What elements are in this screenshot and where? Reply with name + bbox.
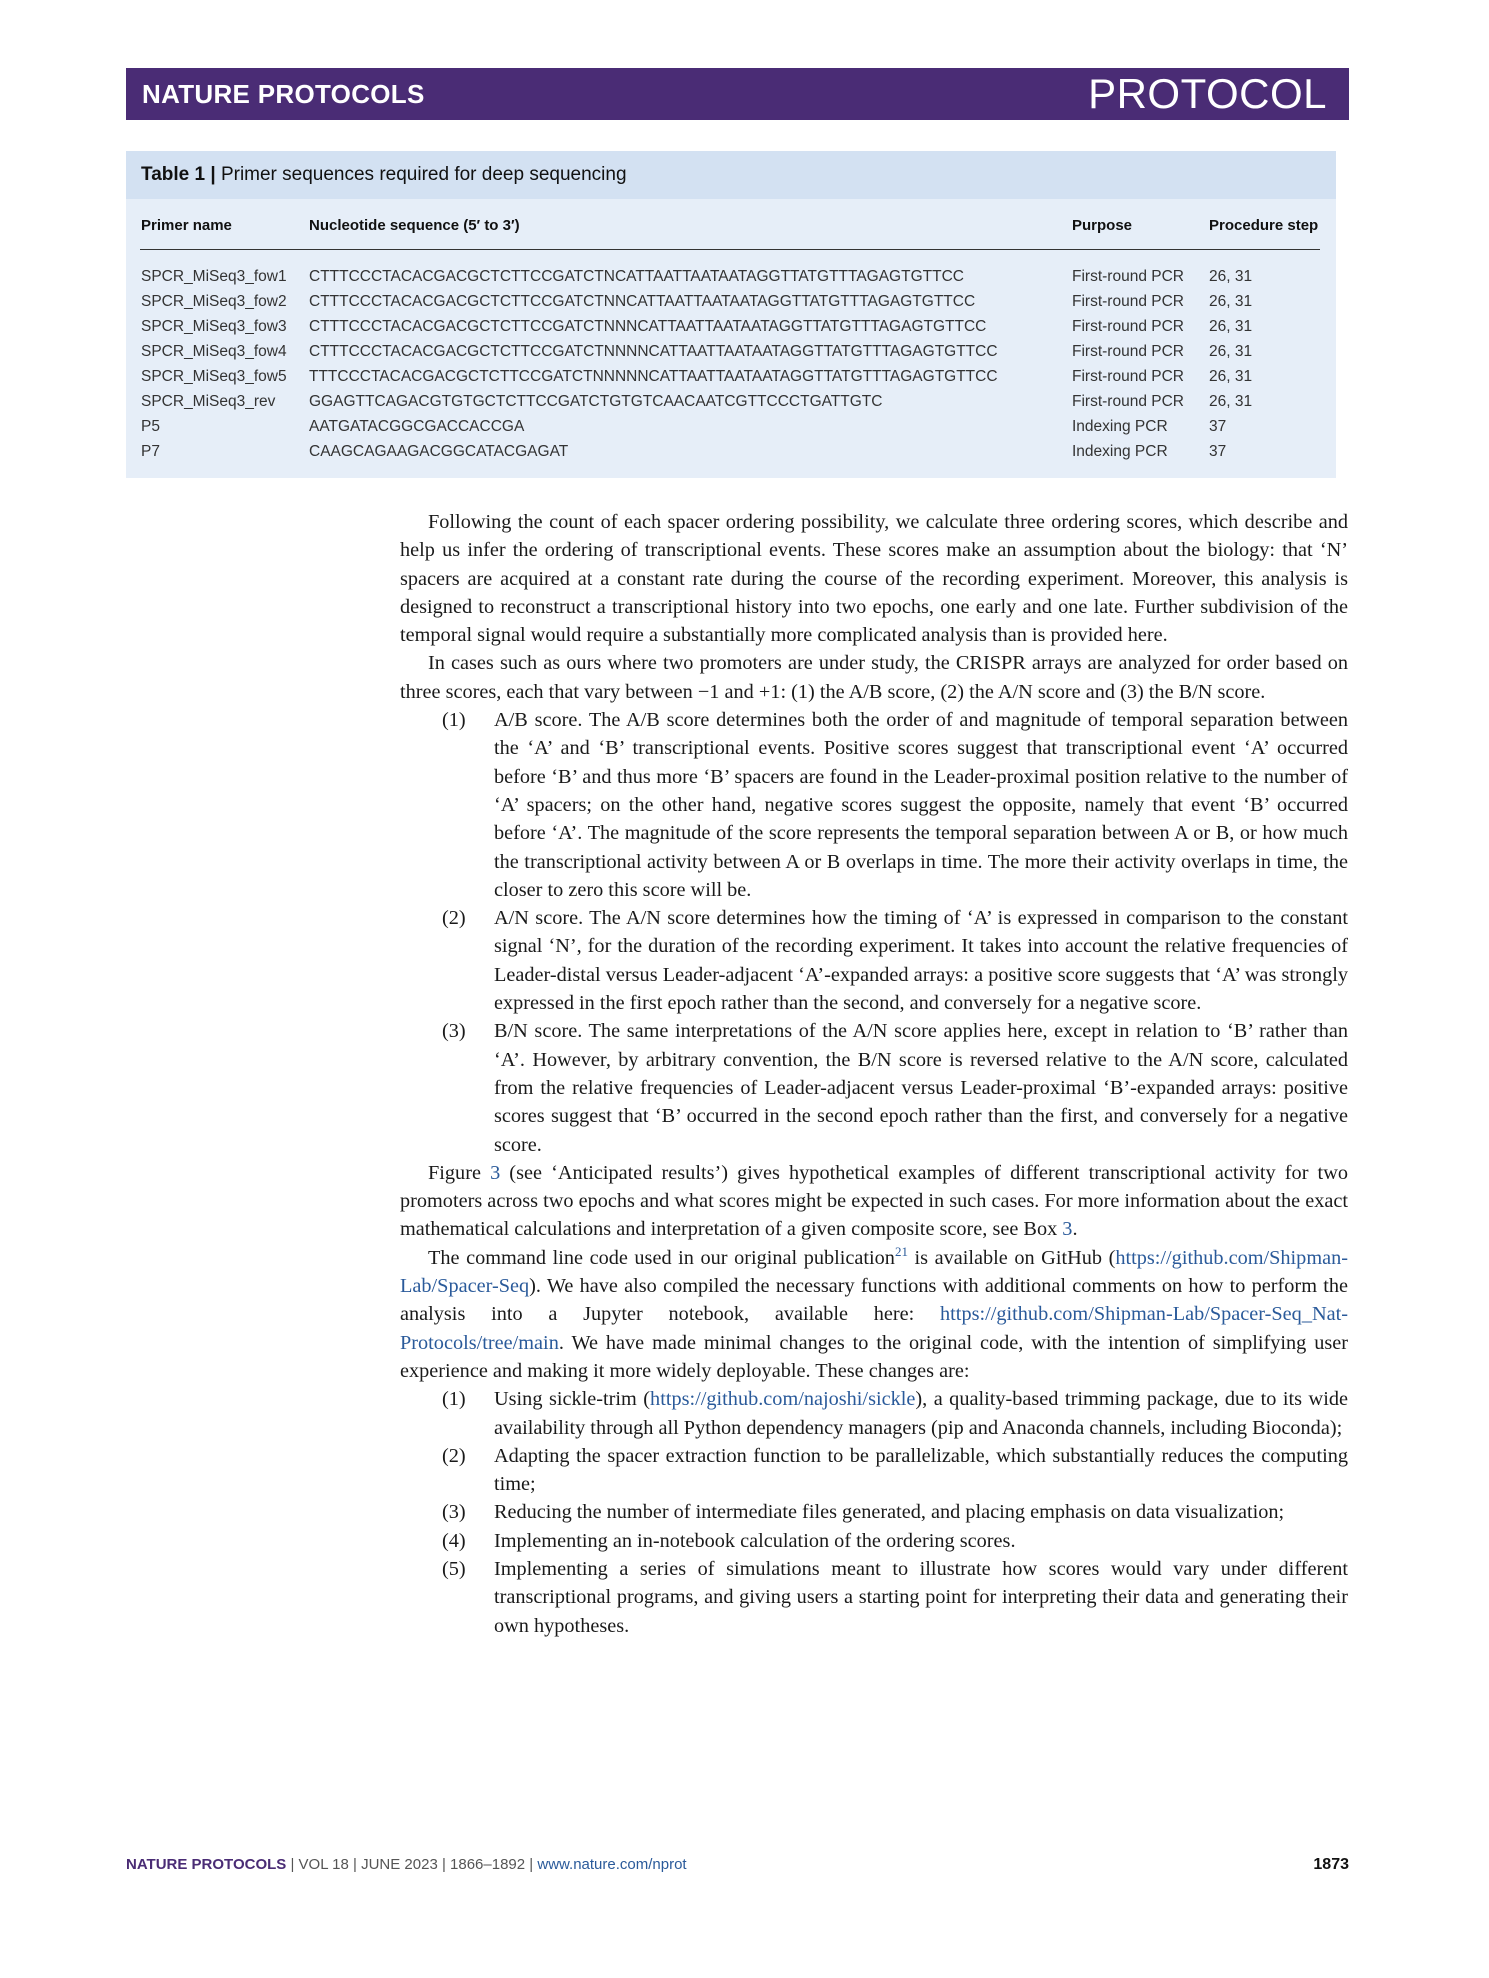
github-spacer-seq-link[interactable]: https://github.com/Shipman-Lab/Spacer-Seq: [400, 1246, 1348, 1298]
list-item-change-4: (4) Implementing an in-notebook calculation of the ordering scores.: [442, 1529, 1016, 1552]
paragraph-ordering-scores: Following the count of each spacer ordering possibility, we calculate three ordering scores, which describe and help us infer the ordering of transcriptional events. These scores make an assumption about the biology: that ‘N’ spacers are acquired at a constant rate during the course of the recording experiment. Moreover, this analysis is designed to reconstruct a transcriptional history into two epochs, one early and one late. Further subdivision of the temporal signal would require a substantially more complicated analysis than is provided here.: [400, 511, 1348, 647]
table-row: [126, 268, 1336, 292]
primer-purpose: First-round PCR: [1072, 293, 1184, 310]
primer-name: SPCR_MiSeq3_fow2: [141, 293, 287, 310]
primer-sequence: AATGATACGGCGACCACCGA: [309, 418, 525, 435]
list-item-ab-score: (1) A/B score. The A/B score determines both the order of and magnitude of temporal separation between the ‘A’ and ‘B’ transcriptional events. Positive scores suggest that transcriptional event ‘A’ occurred before ‘B’ and thus more ‘B’ spacers are found in the Leader-proximal position relative to the number of ‘A’ spacers; on the other hand, negative scores suggest the opposite, namely that event ‘B’ occurred before ‘A’. The magnitude of the score represents the temporal separation between A or B, or how much the transcriptional activity between A or B overlaps in time. The more their activity overlaps in time, the closer to zero this score will be.: [442, 709, 1348, 901]
primer-sequence: TTTCCCTACACGACGCTCTTCCGATCTNNNNNCATTAATTAATAATAGGTTATGTTTAGAGTGTTCC: [309, 368, 998, 385]
table-header-rule: [140, 249, 1320, 250]
primer-step: 26, 31: [1209, 368, 1253, 385]
primer-name: SPCR_MiSeq3_fow3: [141, 318, 287, 335]
box-3-link[interactable]: 3: [1062, 1218, 1073, 1241]
list-item-change-3: (3) Reducing the number of intermediate files generated, and placing emphasis on data visualization;: [442, 1501, 1285, 1524]
sickle-link[interactable]: https://github.com/najoshi/sickle: [650, 1388, 916, 1411]
primer-sequence: CTTTCCCTACACGACGCTCTTCCGATCTNCATTAATTAATAATAGGTTATGTTTAGAGTGTTCC: [309, 268, 964, 285]
page-number: 1873: [1313, 1856, 1349, 1873]
list-item-bn-score: (3) B/N score. The same interpretations of the A/N score applies here, except in relation to ‘B’ rather than ‘A’. However, by arbitrary convention, the B/N score is reversed relative to the A/N score, calculated from the relative frequencies of Leader-adjacent versus Leader-proximal ‘B’-expanded arrays: positive scores suggest that ‘B’ occurred in the second epoch rather than the first, and conversely for a negative score.: [442, 1020, 1348, 1156]
journal-url-link[interactable]: www.nature.com/nprot: [537, 1856, 687, 1873]
primer-name: P5: [141, 418, 160, 435]
primer-sequence: CTTTCCCTACACGACGCTCTTCCGATCTNNNCATTAATTAATAATAGGTTATGTTTAGAGTGTTCC: [309, 318, 987, 335]
reference-21-link[interactable]: 21: [894, 1243, 908, 1259]
primer-name: P7: [141, 443, 160, 460]
primer-purpose: First-round PCR: [1072, 268, 1184, 285]
primer-purpose: First-round PCR: [1072, 393, 1184, 410]
primer-name: SPCR_MiSeq3_fow1: [141, 268, 287, 285]
col-header-primer-name: Primer name: [141, 217, 232, 234]
primer-step: 26, 31: [1209, 393, 1253, 410]
primer-name: SPCR_MiSeq3_fow4: [141, 343, 287, 360]
table-row: [126, 418, 1336, 442]
list-item-change-2: (2) Adapting the spacer extraction function to be parallelizable, which substantially reduces the computing time;: [442, 1444, 1348, 1496]
page-footer: [126, 1856, 1349, 1880]
primer-step: 26, 31: [1209, 318, 1253, 335]
primer-purpose: Indexing PCR: [1072, 443, 1168, 460]
table-row: [126, 318, 1336, 342]
table-caption: [126, 151, 1336, 199]
list-item-change-5: (5) Implementing a series of simulations meant to illustrate how scores would vary under different transcriptional programs, and giving users a starting point for interpreting their data and generating their own hypotheses.: [442, 1557, 1348, 1637]
primer-sequence: CAAGCAGAAGACGGCATACGAGAT: [309, 443, 569, 460]
primer-sequence: CTTTCCCTACACGACGCTCTTCCGATCTNNNNCATTAATTAATAATAGGTTATGTTTAGAGTGTTCC: [309, 343, 998, 360]
journal-name: NATURE PROTOCOLS: [142, 79, 425, 109]
col-header-procedure-step: Procedure step: [1209, 217, 1319, 234]
col-header-sequence: Nucleotide sequence (5′ to 3′): [309, 217, 520, 234]
primer-name: SPCR_MiSeq3_fow5: [141, 368, 287, 385]
primer-sequence: GGAGTTCAGACGTGTGCTCTTCCGATCTGTGTCAACAATCGTTCCCTGATTGTC: [309, 393, 883, 410]
primer-step: 26, 31: [1209, 343, 1253, 360]
paragraph-figure-reference: Figure 3 (see ‘Anticipated results’) gives hypothetical examples of different transcriptional activity for two promoters across two epochs and what scores might be expected in such cases. For more information about the exact mathematical calculations and interpretation of a given composite score, see Box 3.: [400, 1161, 1348, 1241]
table-row: [126, 293, 1336, 317]
table-row: [126, 343, 1336, 367]
github-notebook-link[interactable]: https://github.com/Shipman-Lab/Spacer-Seq_Nat-Protocols/tree/main: [400, 1303, 1348, 1354]
table-title: Primer sequences required for deep sequencing: [220, 164, 627, 185]
table-row: [126, 393, 1336, 417]
col-header-purpose: Purpose: [1072, 217, 1133, 234]
journal-header: [126, 68, 1349, 120]
table-label: Table 1 |: [141, 164, 216, 185]
primer-step: 26, 31: [1209, 268, 1253, 285]
footer-citation: NATURE PROTOCOLS | VOL 18 | JUNE 2023 | 1866–1892 | www.nature.com/nprot: [126, 1856, 687, 1873]
table-row: [126, 443, 1336, 467]
primer-table: [126, 151, 1336, 478]
primer-sequence: CTTTCCCTACACGACGCTCTTCCGATCTNNCATTAATTAATAATAGGTTATGTTTAGAGTGTTCC: [309, 293, 976, 310]
primer-step: 26, 31: [1209, 293, 1253, 310]
figure-3-link[interactable]: 3: [490, 1161, 501, 1184]
primer-step: 37: [1209, 443, 1227, 460]
primer-step: 37: [1209, 418, 1227, 435]
primer-purpose: First-round PCR: [1072, 318, 1184, 335]
section-label: PROTOCOL: [1088, 70, 1327, 117]
paragraph-three-scores: In cases such as ours where two promoters are under study, the CRISPR arrays are analyzed for order based on three scores, each that vary between −1 and +1: (1) the A/B score, (2) the A/N score and (3) the B/N score.: [400, 652, 1348, 703]
list-item-change-1: (1) Using sickle-trim (https://github.com/najoshi/sickle), a quality-based trimming package, due to its wide availability through all Python dependency managers (pip and Anaconda channels, including Bioconda);: [442, 1388, 1348, 1439]
primer-purpose: First-round PCR: [1072, 368, 1184, 385]
primer-purpose: Indexing PCR: [1072, 418, 1168, 435]
paragraph-code-availability: The command line code used in our original publication$^{21}$ is available on GitHub (https://github.com/Shipman-Lab/Spacer-Seq). We have also compiled the necessary functions with additional comments on how to perform the analysis into a Jupyter notebook, available here: https://github.com/Shipman-Lab/Spacer-Seq_Nat-Protocols/tree/main. We have made minimal changes to the original code, with the intention of simplifying user experience and making it more widely deployable. These changes are:: [400, 1243, 1348, 1382]
table-row: [126, 368, 1336, 392]
primer-name: SPCR_MiSeq3_rev: [141, 393, 276, 410]
list-item-an-score: (2) A/N score. The A/N score determines how the timing of ‘A’ is expressed in comparison to the constant signal ‘N’, for the duration of the recording experiment. It takes into account the relative frequencies of Leader-distal versus Leader-adjacent ‘A’-expanded arrays: a positive score suggests that ‘A’ was strongly expressed in the first epoch rather than the second, and conversely for a negative score.: [442, 907, 1348, 1015]
primer-purpose: First-round PCR: [1072, 343, 1184, 360]
body-text: [400, 508, 1348, 1640]
